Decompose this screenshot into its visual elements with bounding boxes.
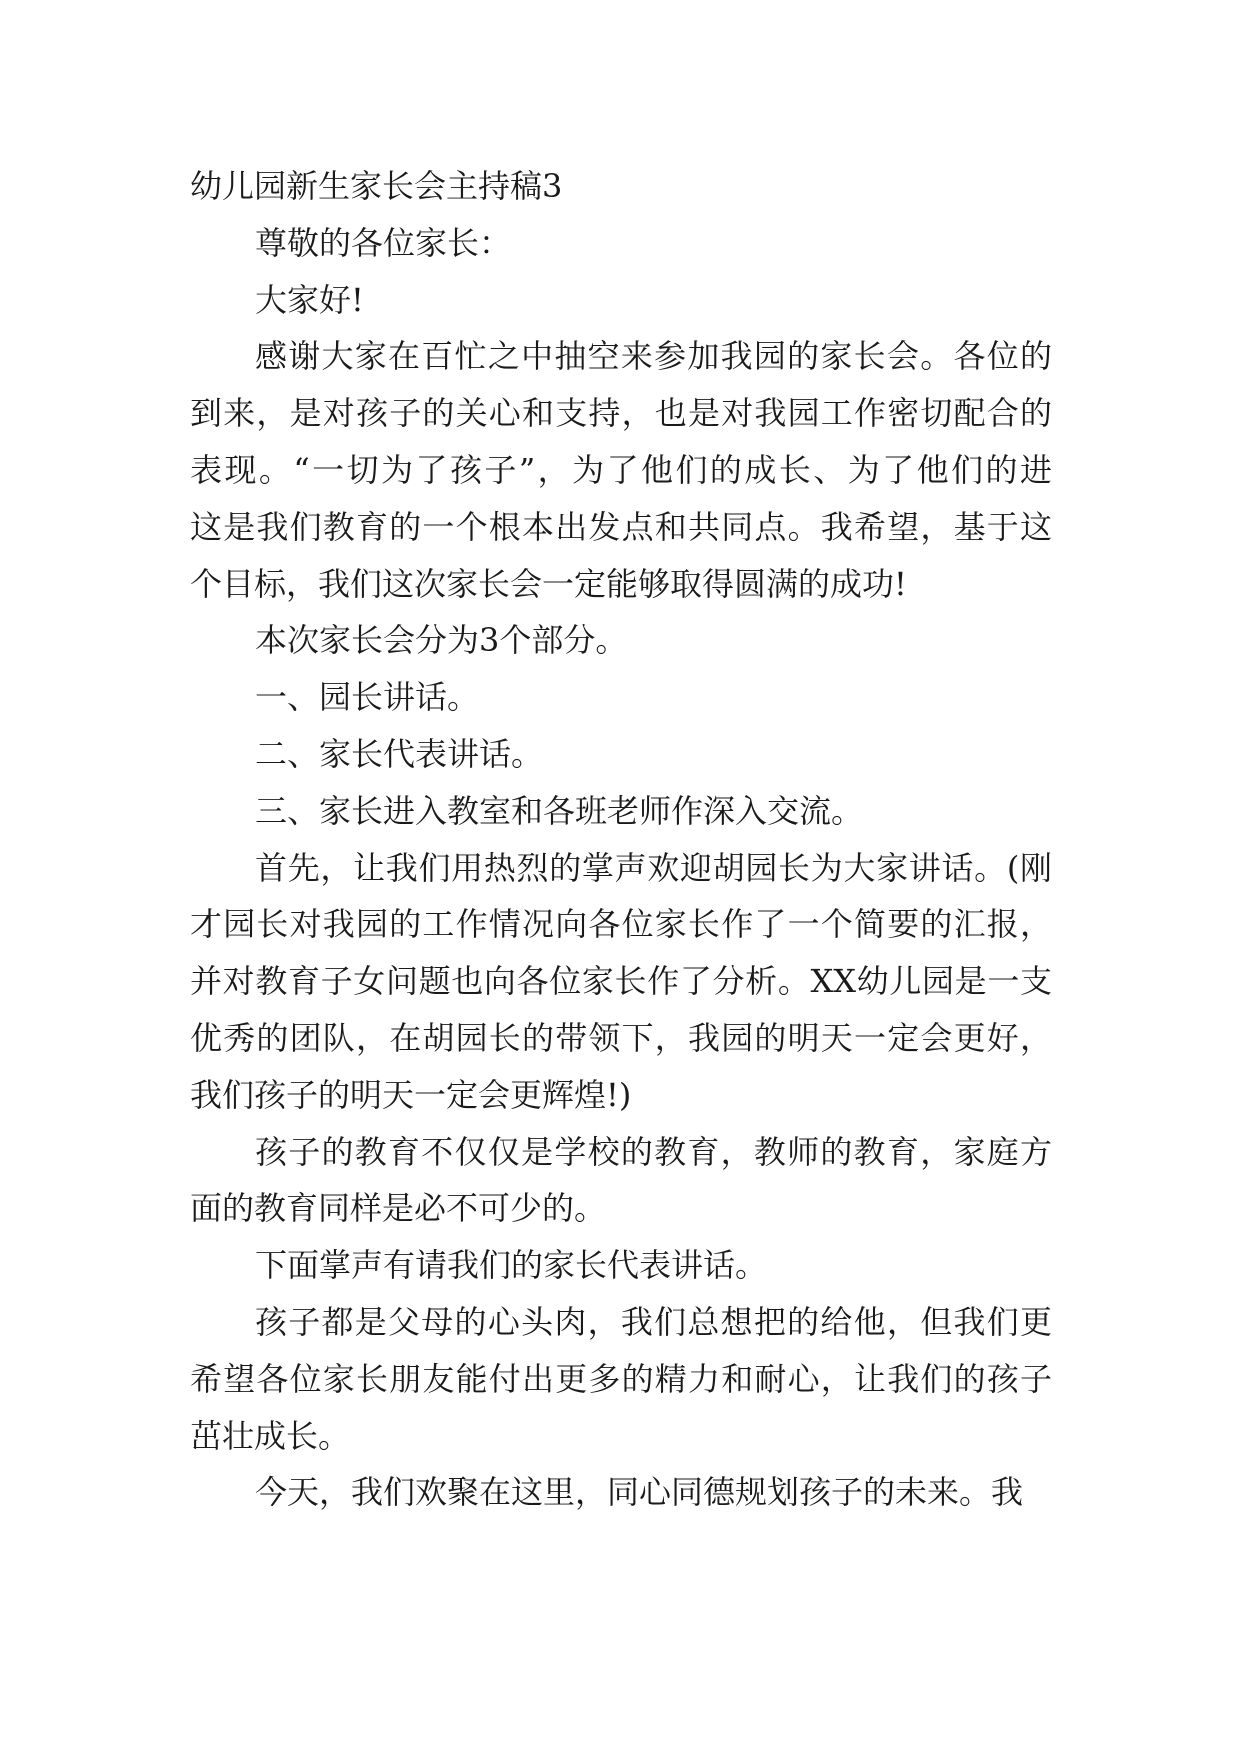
text-line: 这是我们教育的一个根本出发点和共同点。我希望，基于这 <box>190 507 1052 546</box>
paragraph <box>190 215 1052 272</box>
paragraph <box>190 669 1052 726</box>
text-line: 二、家长代表讲话。 <box>255 734 544 773</box>
text-line: 才园长对我园的工作情况向各位家长作了一个简要的汇报， <box>190 905 1052 944</box>
document-page <box>190 158 1052 1521</box>
text-line: 个目标，我们这次家长会一定能够取得圆满的成功! <box>190 564 907 603</box>
paragraph <box>190 1294 1052 1464</box>
paragraph <box>190 840 1052 1124</box>
text-line: 孩子都是父母的心头肉，我们总想把的给他，但我们更 <box>255 1302 1052 1341</box>
paragraph <box>190 612 1052 669</box>
text-line: 孩子的教育不仅仅是学校的教育，教师的教育，家庭方 <box>255 1132 1052 1171</box>
paragraph <box>190 272 1052 329</box>
text-line: 首先，让我们用热烈的掌声欢迎胡园长为大家讲话。(刚 <box>255 848 1052 887</box>
text-line: 尊敬的各位家长： <box>255 223 512 262</box>
paragraph <box>190 1237 1052 1294</box>
paragraph <box>190 783 1052 840</box>
text-line: 今天，我们欢聚在这里，同心同德规划孩子的未来。我 <box>255 1473 1024 1512</box>
text-line: 优秀的团队，在胡园长的带领下，我园的明天一定会更好， <box>190 1018 1052 1057</box>
text-line: 我们孩子的明天一定会更辉煌!) <box>190 1075 632 1114</box>
text-line: 大家好! <box>255 280 364 319</box>
paragraph <box>190 328 1052 612</box>
text-line: 到来，是对孩子的关心和支持，也是对我园工作密切配合的 <box>190 394 1052 433</box>
text-line: 下面掌声有请我们的家长代表讲话。 <box>255 1246 768 1285</box>
paragraph <box>190 1464 1052 1521</box>
document-body <box>190 215 1052 1521</box>
text-line: 本次家长会分为3个部分。 <box>255 621 628 660</box>
text-line: 感谢大家在百忙之中抽空来参加我园的家长会。各位的 <box>255 337 1052 376</box>
paragraph <box>190 726 1052 783</box>
document-title: 幼儿园新生家长会主持稿3 <box>190 167 563 205</box>
text-line: 一、园长讲话。 <box>255 678 480 717</box>
text-line: 希望各位家长朋友能付出更多的精力和耐心，让我们的孩子 <box>190 1359 1052 1398</box>
paragraph <box>190 1124 1052 1238</box>
text-line: 茁壮成长。 <box>190 1416 351 1455</box>
text-line: 面的教育同样是必不可少的。 <box>190 1189 607 1228</box>
text-line: 并对教育子女问题也向各位家长作了分析。XX幼儿园是一支 <box>190 962 1052 1001</box>
text-line: 表现。“一切为了孩子”，为了他们的成长、为了他们的进 <box>190 450 1052 489</box>
text-line: 三、家长进入教室和各班老师作深入交流。 <box>255 791 864 830</box>
